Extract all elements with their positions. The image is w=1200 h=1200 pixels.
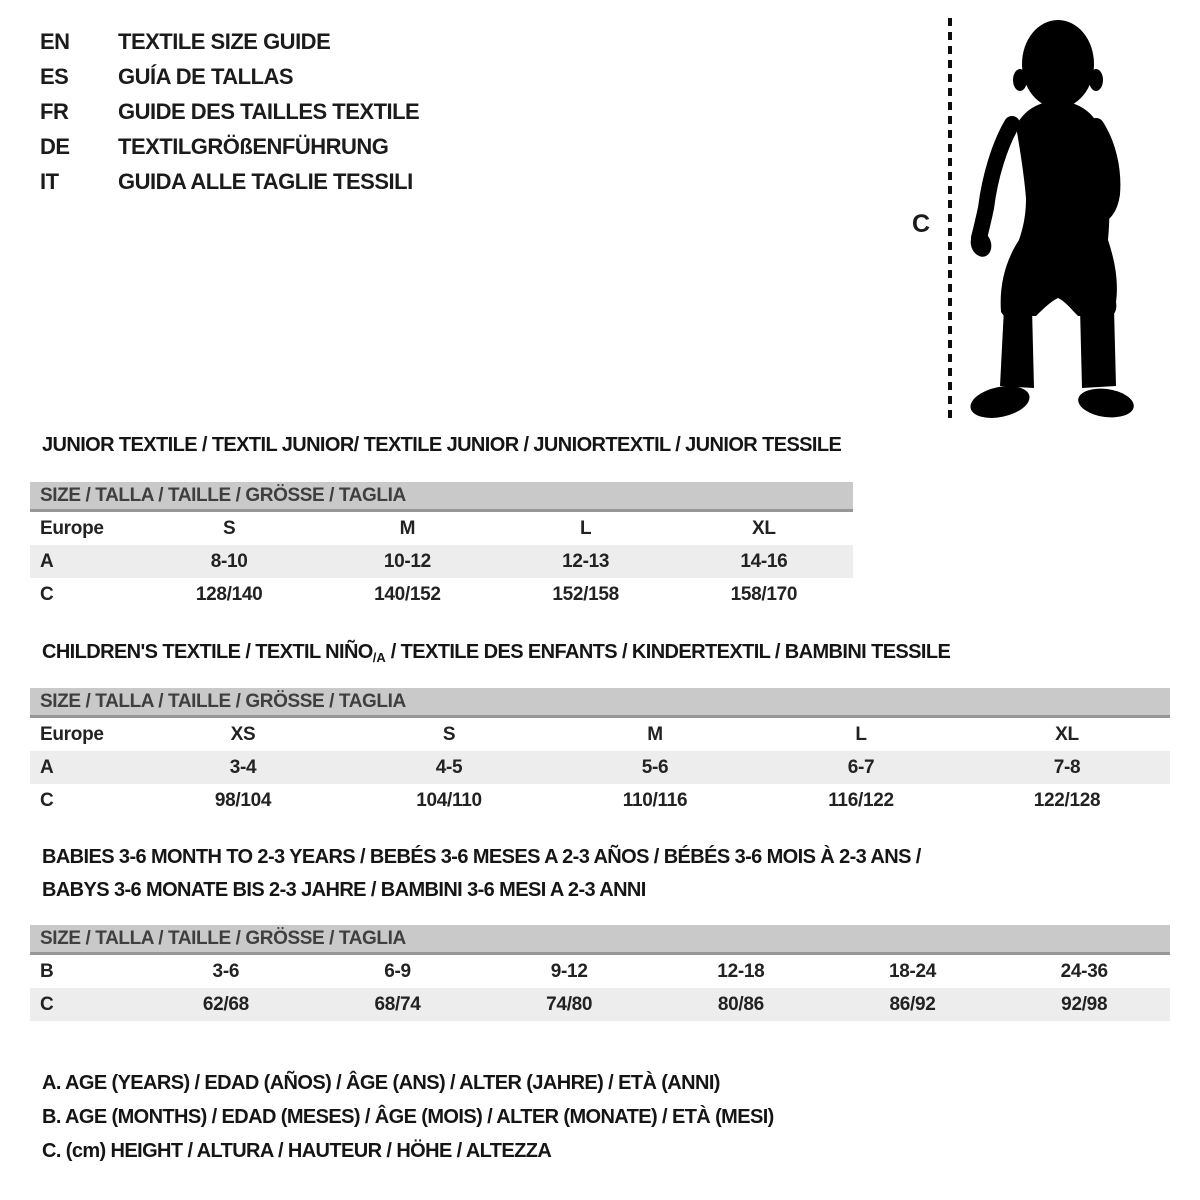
- row-label: A: [40, 756, 54, 778]
- row-label: C: [40, 583, 54, 605]
- size-cell: XL: [1055, 723, 1079, 745]
- age-cell: 7-8: [1053, 756, 1081, 778]
- age-cell: 3-6: [212, 960, 240, 982]
- row-label: C: [40, 789, 54, 811]
- age-cell: 9-12: [550, 960, 588, 982]
- height-cell: 116/122: [828, 789, 894, 811]
- language-row-es: [40, 59, 419, 94]
- toddler-silhouette-icon: [966, 18, 1136, 420]
- age-cell: 24-36: [1060, 960, 1108, 982]
- table-row-age: [30, 545, 853, 578]
- height-cell: 92/98: [1061, 993, 1108, 1015]
- children-section-title: [42, 641, 950, 664]
- table-row-europe: [30, 718, 1170, 751]
- language-label: GUÍA DE TALLAS: [118, 63, 294, 89]
- language-row-de: [40, 129, 419, 164]
- babies-size-table: [30, 925, 1170, 1021]
- row-label: A: [40, 550, 54, 572]
- size-cell: M: [647, 723, 663, 745]
- height-cell: 104/110: [416, 789, 482, 811]
- age-cell: 3-4: [229, 756, 257, 778]
- size-cell: XL: [752, 517, 776, 539]
- language-code: IT: [40, 168, 59, 194]
- age-cell: 6-7: [847, 756, 875, 778]
- children-title-subscript: /A: [372, 650, 386, 665]
- legend-line-b: B. AGE (MONTHS) / EDAD (MESES) / ÂGE (MOIS) / ALTER (MONATE) / ETÀ (MESI): [42, 1105, 774, 1128]
- table-row-height: [30, 988, 1170, 1021]
- height-cell: 140/152: [374, 583, 441, 605]
- table-row-age-months: [30, 955, 1170, 988]
- age-cell: 5-6: [641, 756, 669, 778]
- size-header-bar: SIZE / TALLA / TAILLE / GRÖSSE / TAGLIA: [30, 688, 1170, 718]
- height-cell: 152/158: [552, 583, 619, 605]
- age-cell: 10-12: [383, 550, 431, 572]
- height-cell: 128/140: [195, 583, 263, 605]
- height-cell: 98/104: [214, 789, 272, 811]
- age-cell: 6-9: [384, 960, 411, 982]
- height-cell: 86/92: [889, 993, 936, 1015]
- height-measure-label: C: [912, 210, 931, 238]
- row-label: Europe: [40, 723, 104, 745]
- height-cell: 74/80: [546, 993, 593, 1015]
- language-row-it: [40, 164, 419, 199]
- table-row-height: [30, 578, 853, 611]
- table-row-age: [30, 751, 1170, 784]
- language-row-fr: [40, 94, 419, 129]
- size-cell: S: [442, 723, 456, 745]
- table-row-height: [30, 784, 1170, 817]
- height-measure-line: [948, 18, 952, 418]
- language-code: ES: [40, 63, 69, 89]
- babies-title-line2: BABYS 3-6 MONATE BIS 2-3 JAHRE / BAMBINI 3-6 MESI A 2-3 ANNI: [42, 879, 646, 901]
- height-cell: 62/68: [202, 993, 249, 1015]
- height-cell: 110/116: [622, 789, 688, 811]
- babies-title-line1: BABIES 3-6 MONTH TO 2-3 YEARS / BEBÉS 3-6 MESES A 2-3 AÑOS / BÉBÉS 3-6 MOIS À 2-3 ANS /: [42, 846, 921, 868]
- table-row-europe: [30, 512, 853, 545]
- size-header-bar: SIZE / TALLA / TAILLE / GRÖSSE / TAGLIA: [30, 925, 1170, 955]
- height-cell: 68/74: [374, 993, 421, 1015]
- legend: [42, 1066, 774, 1168]
- age-cell: 8-10: [210, 550, 248, 572]
- age-cell: 14-16: [740, 550, 788, 572]
- language-code: EN: [40, 28, 70, 54]
- language-label: GUIDE DES TAILLES TEXTILE: [118, 98, 420, 124]
- language-row-en: [40, 24, 419, 59]
- children-title-post: / TEXTILE DES ENFANTS / KINDERTEXTIL / BAMBINI TESSILE: [385, 641, 951, 663]
- age-cell: 12-13: [562, 550, 610, 572]
- size-header-bar: SIZE / TALLA / TAILLE / GRÖSSE / TAGLIA: [30, 482, 853, 512]
- size-cell: S: [222, 517, 236, 539]
- age-cell: 4-5: [435, 756, 463, 778]
- language-label: TEXTILGRÖßENFÜHRUNG: [118, 133, 389, 159]
- language-label: TEXTILE SIZE GUIDE: [118, 28, 331, 54]
- legend-line-c: C. (cm) HEIGHT / ALTURA / HAUTEUR / HÖHE / ALTEZZA: [42, 1139, 552, 1162]
- size-cell: M: [399, 517, 416, 539]
- children-title-pre: CHILDREN'S TEXTILE / TEXTIL NIÑO: [42, 641, 373, 663]
- language-code: DE: [40, 133, 70, 159]
- children-size-table: [30, 688, 1170, 817]
- age-cell: 18-24: [888, 960, 937, 982]
- babies-section-title: [42, 841, 921, 907]
- language-list: [40, 24, 419, 199]
- size-cell: L: [855, 723, 867, 745]
- legend-line-a: A. AGE (YEARS) / EDAD (AÑOS) / ÂGE (ANS) / ALTER (JAHRE) / ETÀ (ANNI): [42, 1071, 720, 1094]
- row-label: B: [40, 960, 54, 982]
- height-cell: 122/128: [1033, 789, 1101, 811]
- row-label: C: [40, 993, 54, 1015]
- height-cell: 158/170: [730, 583, 798, 605]
- junior-section-title: JUNIOR TEXTILE / TEXTIL JUNIOR/ TEXTILE JUNIOR / JUNIORTEXTIL / JUNIOR TESSILE: [42, 434, 842, 456]
- junior-size-table: [30, 482, 853, 611]
- size-cell: XS: [230, 723, 256, 745]
- language-label: GUIDA ALLE TAGLIE TESSILI: [118, 168, 413, 194]
- age-cell: 12-18: [717, 960, 765, 982]
- height-cell: 80/86: [717, 993, 764, 1015]
- language-code: FR: [40, 98, 69, 124]
- row-label: Europe: [40, 517, 104, 539]
- size-cell: L: [579, 517, 592, 539]
